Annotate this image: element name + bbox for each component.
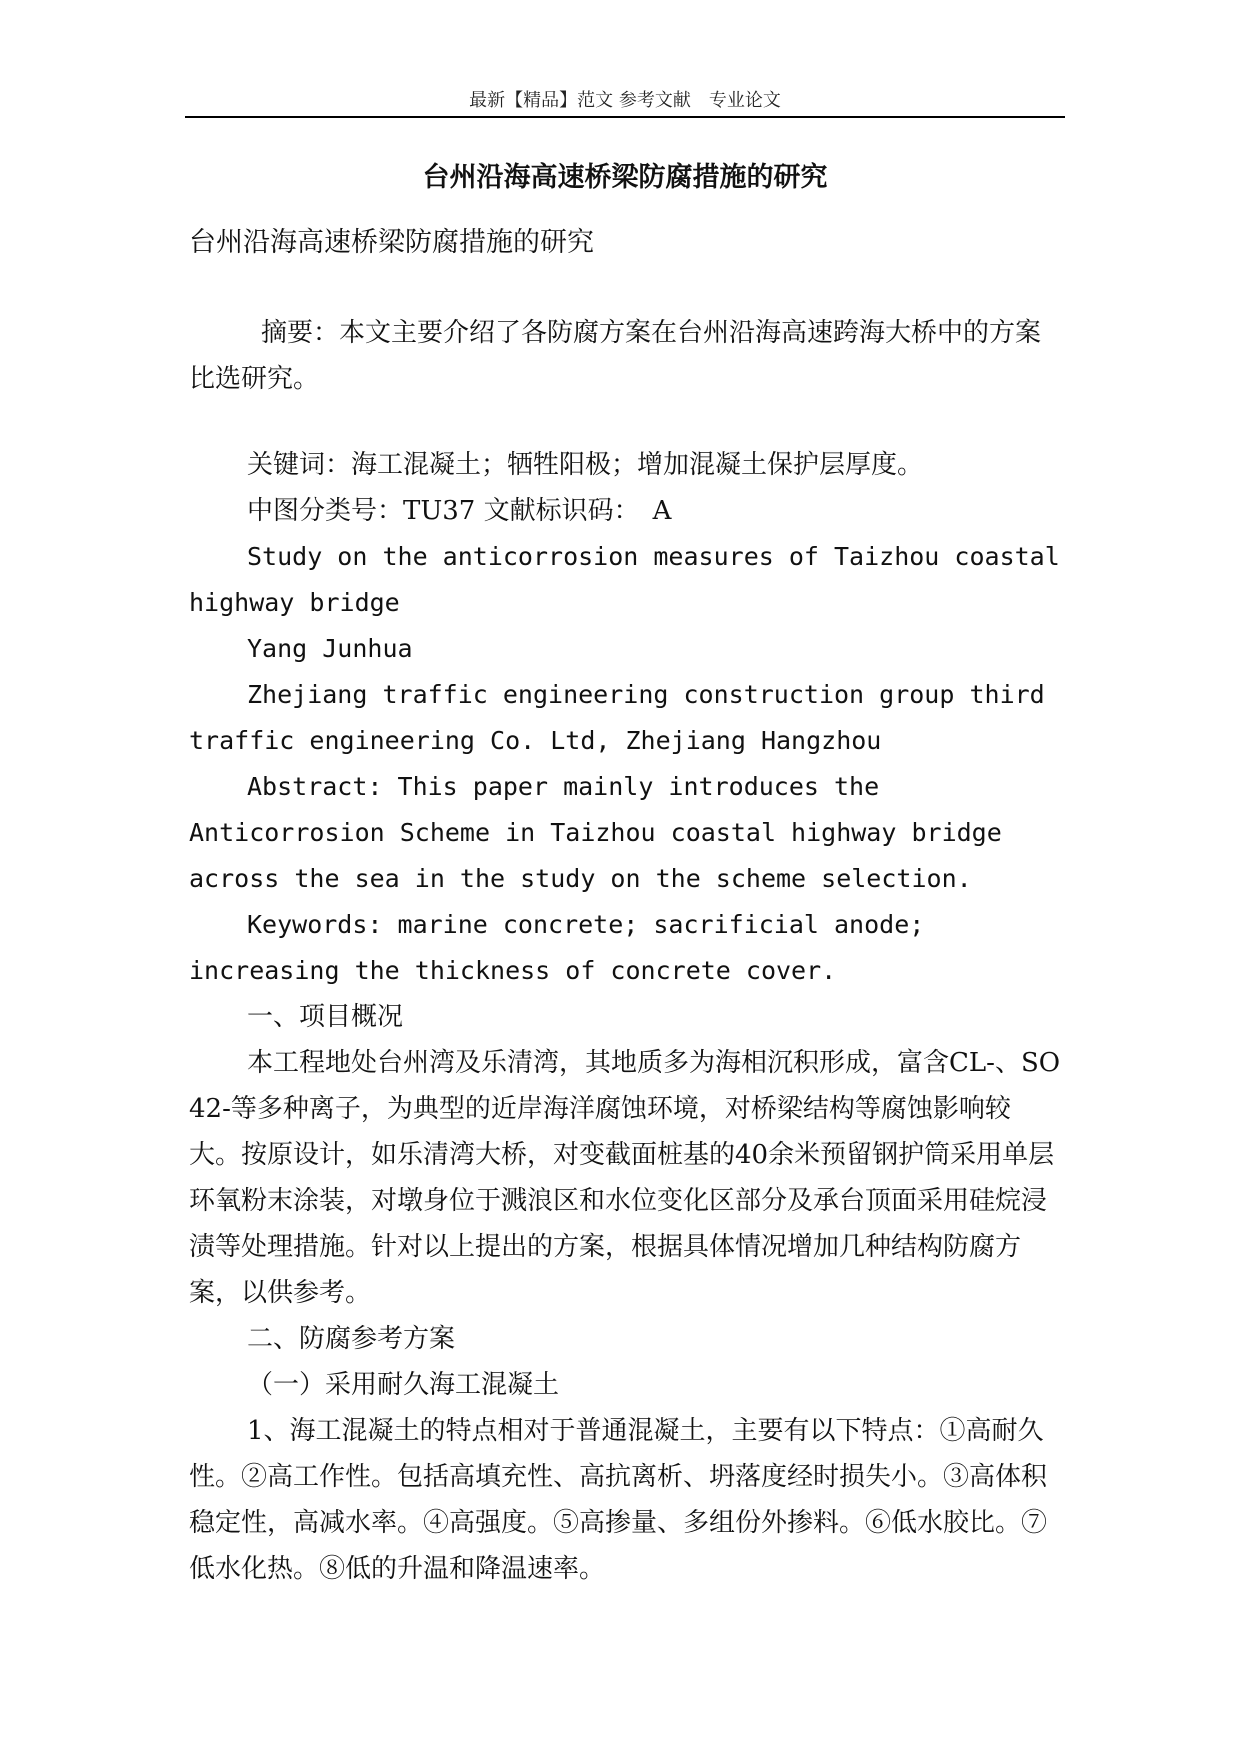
abstract-cn: 摘要：本文主要介绍了各防腐方案在台州沿海高速跨海大桥中的方案比选研究。: [189, 318, 1042, 394]
section-heading-overview: 一、项目概况: [247, 1002, 404, 1032]
title-en: Study on the anticorrosion measures of Taizhou coastal highway bridge: [189, 542, 1060, 617]
document-body: [189, 220, 1061, 1592]
subsection-heading-marine-concrete: （一）采用耐久海工混凝土: [247, 1370, 560, 1400]
section-body-overview: 本工程地处台州湾及乐清湾，其地质多为海相沉积形成，富含CL-、SO42-等多种离子，为典型的近岸海洋腐蚀环境，对桥梁结构等腐蚀影响较大。按原设计，如乐清湾大桥，对变截面桩基的40余米预留钢护筒采用单层环氧粉末涂装，对墩身位于溅浪区和水位变化区部分及承台顶面采用硅烷浸渍等处理措施。针对以上提出的方案，根据具体情况增加几种结构防腐方案，以供参考。: [189, 1048, 1061, 1308]
abstract-en: Abstract: This paper mainly introduces the Anticorrosion Scheme in Taizhou coastal highway bridge across the sea in the study on the scheme selection.: [189, 772, 1002, 893]
affiliation-en: Zhejiang traffic engineering construction group third traffic engineering Co. Ltd, Zhejiang Hangzhou: [189, 680, 1045, 755]
document-subtitle: 台州沿海高速桥梁防腐措施的研究: [189, 227, 594, 258]
point-marine-concrete-features: 1、海工混凝土的特点相对于普通混凝土，主要有以下特点：①高耐久性。②高工作性。包括高填充性、高抗离析、坍落度经时损失小。③高体积稳定性，高减水率。④高强度。⑤高掺量、多组份外掺料。⑥低水胶比。⑦低水化热。⑧低的升温和降温速率。: [189, 1416, 1048, 1584]
document-title: 台州沿海高速桥梁防腐措施的研究: [422, 162, 828, 193]
author-en: Yang Junhua: [247, 634, 413, 663]
page-header: 最新【精品】范文 参考文献 专业论文: [185, 86, 1065, 118]
section-heading-schemes: 二、防腐参考方案: [247, 1324, 456, 1354]
keywords-en: Keywords: marine concrete; sacrificial anode; increasing the thickness of concrete cover.: [189, 910, 925, 985]
keywords-cn: 关键词：海工混凝土；牺牲阳极；增加混凝土保护层厚度。: [247, 450, 924, 480]
classification-code: 中图分类号：TU37 文献标识码： A: [247, 496, 672, 526]
